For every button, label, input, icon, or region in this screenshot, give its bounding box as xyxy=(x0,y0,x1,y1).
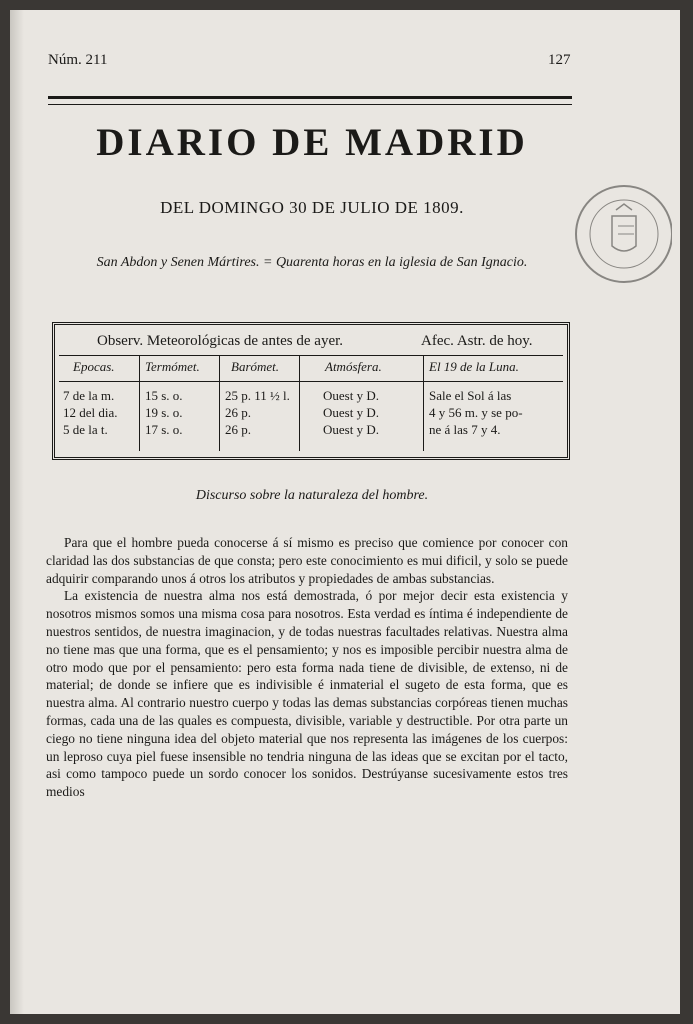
table-cell: 17 s. o. xyxy=(145,422,183,437)
table-cell: Ouest y D. xyxy=(323,422,379,437)
table-cell: 19 s. o. xyxy=(145,405,183,420)
meteorological-table xyxy=(52,322,570,460)
column-divider xyxy=(219,355,220,451)
astro-line: ne á las 7 y 4. xyxy=(429,422,501,437)
col-header-barometro: Barómet. xyxy=(231,359,280,374)
meteo-header-right: Afec. Astr. de hoy. xyxy=(421,333,533,349)
table-cell: Ouest y D. xyxy=(323,388,379,403)
article-heading: Discurso sobre la naturaleza del hombre. xyxy=(195,488,429,503)
table-cell: 26 p. xyxy=(225,405,251,420)
col-header-epocas: Epocas. xyxy=(73,359,115,374)
col-header-atmosfera: Atmósfera. xyxy=(325,359,382,374)
article-paragraph: Para que el hombre pueda conocerse á sí mismo es preciso que comience por conocer con claridad las dos substancias de que consta; pero este conocimiento es mui dificil, y solo se puede adquirir comparando unos á otros los atributos y propiedades de ambas substancias. xyxy=(46,535,568,586)
article-paragraph: La existencia de nuestra alma nos está demostrada, ó por mejor decir esta existencia y nosotros mismos somos una misma cosa para nosotros. Esta verdad es íntima é independiente de nuestros sentidos, de nuestra imaginacion, y de todas nuestras facultades relativas. Nuestra alma no tiene mas que una forma, que es el pensamiento; y nos es imposible percibir nuestra alma de otro modo que por el pensamiento: pero esta forma nada tiene de divisible, de extenso, ni de material; de donde se infiere que es indivisible é inmaterial el sugeto de esta forma, que es nuestra alma. Al contrario nuestro cuerpo y todas las demas substancias corpóreas tienen muchas formas, cada una de las quales es compuesta, divisible, variable y destructible. Por otra parte un ciego no tiene ninguna idea del objeto material que nos representa las imágenes de los cuerpos: un leproso cuya piel fuese insensible no tendria ninguna de las ideas que se excitan por el tacto, asi como tampoco puede un sordo conocer los sonidos. Destrúyanse sucesivamente estos tres medios xyxy=(46,588,568,800)
table-cell: 5 de la t. xyxy=(63,422,108,437)
article-body xyxy=(46,534,568,801)
astro-line: Sale el Sol á las xyxy=(429,388,512,403)
table-cell: 25 p. 11 ½ l. xyxy=(225,388,290,403)
column-divider xyxy=(299,355,300,451)
saints-of-day: San Abdon y Senen Mártires. = Quarenta horas en la iglesia de San Ignacio. xyxy=(96,255,528,270)
library-stamp xyxy=(572,166,672,306)
col-header-luna: El 19 de la Luna. xyxy=(429,359,519,374)
table-cell: Ouest y D. xyxy=(323,405,379,420)
astro-line: 4 y 56 m. y se po- xyxy=(429,405,523,420)
table-cell: 7 de la m. xyxy=(63,388,115,403)
col-header-termometro: Termómet. xyxy=(145,359,200,374)
column-divider xyxy=(423,355,424,451)
issue-date: DEL DOMINGO 30 DE JULIO DE 1809. xyxy=(160,198,464,217)
masthead-title: DIARIO DE MADRID xyxy=(96,121,528,164)
meteo-header-left: Observ. Meteorológicas de antes de ayer. xyxy=(97,333,344,349)
issue-number: Núm. 211 xyxy=(48,52,108,68)
table-cell: 15 s. o. xyxy=(145,388,183,403)
table-cell: 26 p. xyxy=(225,422,251,437)
page-number: 127 xyxy=(548,52,571,68)
table-cell: 12 del dia. xyxy=(63,405,118,420)
meteo-rule xyxy=(59,381,563,382)
masthead-rule xyxy=(48,96,572,105)
meteo-rule xyxy=(59,355,563,356)
page-gutter-shadow xyxy=(10,10,24,1014)
column-divider xyxy=(139,355,140,451)
